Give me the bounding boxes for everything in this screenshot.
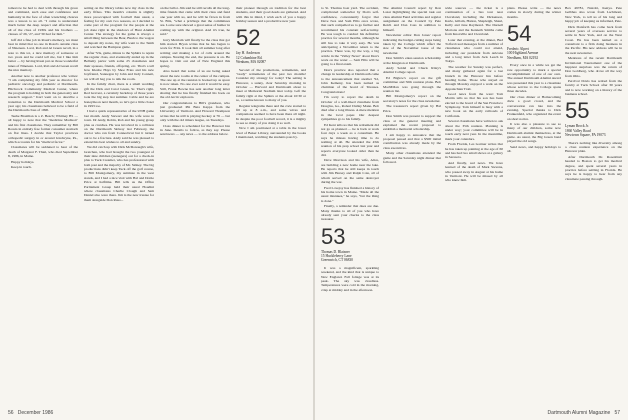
right-column-2 <box>383 6 441 406</box>
paragraph: After 'S3s, game, minus to the Sphinx to rejoin the regular class, and eventually ended up in the Bellamy parlor with some 25 classmates and their spouses, friends, offspring, etc. That's a tell how Klesbe Hays by Shoe Fries and his new boyfriend, Sonnegon by John and Judy Connett, we will all beg you to talk the room. <box>84 50 154 81</box>
paragraph: on the ballot. Jim said he still recalls all the long-time friends that came with their class and fund one year with us, and he will be flown in from St. Bitz, "what a privilege that the committees are. Lorne sure showed a great sense of humor in coming up with the original. And it's true, he said." <box>160 6 230 37</box>
paragraph: Send news, and happy holidays to all. <box>507 145 561 154</box>
address-line: Greenwich, CT 06830 <box>321 258 353 263</box>
paragraph: Several classmates have written to ask about the 35th reunion. Planning is under way; your committee will be in touch early next year. In the meantime, mark your calendars. <box>445 119 503 141</box>
paragraph: And finally, sad news. We have learned of the death of Mark Stevens, who passed away in August at his home in Vermont. He will be missed by all who knew him. <box>445 160 503 183</box>
paragraph: Ed Kent tells us that his retirement did not go as planned — he is back at work four days a week as a consultant. He says he misses having time to do nothing at all. He attended the 45th reunion of his prep school last year and reports everyone looked older than he did. <box>321 122 379 157</box>
address-line: 15 Huckleberry Lane <box>321 254 352 259</box>
class-year-number: 55 <box>565 98 590 124</box>
address-line: 12 Columbine Rd. <box>236 55 263 60</box>
right-column-1 <box>321 6 379 406</box>
class-secretary-address <box>236 51 306 64</box>
paragraph: There's nothing like diversity among a class reunion experience on the Hanover plain. <box>565 140 622 154</box>
paragraph: Don Smith's enter-session scholarship at the Kingston at Dartmouth. <box>383 56 441 65</box>
address-line: Thomas D. Blaisner <box>321 249 350 254</box>
paragraph: Newsletter editor Don Jones' report indicating the budget-cutting steps being taken by the College which affect the size of the November issue of the newsletter. <box>383 33 441 55</box>
address-line: Newtown Square, PA 19073 <box>565 133 606 138</box>
paragraph: The weather for Sunday was perfect, and many gathered again for a last brunch in the Hanover Inn before heading home. Those who stayed on through Monday enjoyed a walk on the Appalachian Trail. <box>445 64 503 91</box>
address-line: Lyman Brock Jr. <box>565 124 589 129</box>
paragraph: Box 49781, Nairobi, Kenya. Pete Gelbhes also wrote from Lachmont, New York, to tell us of his long and happy job of keeping us informed, Pete. <box>565 6 622 24</box>
paragraph: Ed Biglow's report on the gift committee and 50th reunion plans. Bob MacMillan was going through the reunion list. <box>383 75 441 93</box>
page-number: 57 <box>614 410 620 416</box>
address-line: Wenham, MA 02087 <box>236 60 266 65</box>
address-line: 100 Highland Avenue <box>507 51 539 56</box>
left-page <box>0 0 313 420</box>
class-year-number: 53 <box>321 223 346 249</box>
class-year-number: 54 <box>507 21 532 47</box>
class-secretary-address <box>321 250 379 263</box>
paragraph: From Florida, Les Gartner writes that he has taken up painting at the age of 60 and has had two small shows at a gallery in Sarasota. <box>445 142 503 160</box>
left-column-3 <box>160 6 230 406</box>
paragraph: wide sources — the ticket is a continuation of a bus tour near Cleveland, including the Dickenson, Karle, Gillam, Hatton, Shapleigh, Shaul, Kelly and Jane Raymond. The Darnell Mortons and the Kenneth Smiths came from Knoxville and Cleveland. <box>445 6 503 37</box>
paragraph: Many other classmates attended the game and the Saturday night dinner that followed. <box>383 151 441 165</box>
paragraph: Teehe Brazilian is a Z. Beach; Whitney BS — all happy to note that the "medicine Madison" and his first classmates. They remember by Bill Rossia in entirely free format consumer stomach on flat lines. I decide that Taylor practices orthopedic surgery in or around Gladwyne, Pa., which accounts for his "medical factor." <box>8 113 78 144</box>
paragraph: Fred Lovejoy has finished a history of his home town in Maine. "Made all the usual mistakes," he says, "but the thing is done." <box>321 185 379 203</box>
right-column-5 <box>565 6 622 406</box>
paragraph: Regular telegrams there and the crew started to fill up at 8 a.m., and some wives and companions seemed to have been there all night. In despite the poor football record, it is a mighty to see so many of you doing it so well. <box>236 103 306 125</box>
left-column-4 <box>236 6 306 406</box>
paragraph: Our class dinner at Homecoming drew a good crowd, and the conversation ran late into the evening. Special thanks to Dick Frankenfeld, who organized the event on short notice. <box>507 94 561 121</box>
paragraph: It was also a pleasure to see so many of our children, some now Dartmouth alumni themselves, at the game. As usual, the Big Green band played the old songs. <box>507 122 561 144</box>
paragraph: Keep in touch. <box>11 165 32 170</box>
issue-date: December 1986 <box>17 410 54 416</box>
page-footer-left <box>8 410 53 416</box>
paragraph: The treasurer's report given by Hal Price. <box>383 104 441 113</box>
address-line: Needham, MA 02192 <box>507 55 539 60</box>
left-column-1 <box>8 6 78 406</box>
address-line: Jay H. Anderson <box>236 51 260 56</box>
paragraph: We did catch up with Dick McDonough's wife, Gretchen, who had brought the two youngest of their nine children (teenagers) out for a check-in plus to Tuck Creamer, who has professional with both past and the majority of Mr. Sidney. The big productions didn't keep Tuck off the golf course, to Bill Montgomery, my suitmate in the west stands, and I had a nice visit with Hal and Dottie Price at halftime. Bill tells us the Office Parliament Group held their usual Houdini where classmates Charlie Clough and Sam Daniel also were there. Jim is the new trustee for them alongside Don Ruso... <box>84 145 154 202</box>
paragraph: Dave Morrison and his wife, Alice, are building a new home near the lake. He reports that he still keeps in touch with Jim Hersey and Ralph Cole, all of whom served on the same destroyer during the war. <box>321 158 379 185</box>
paragraph: Good news from the west: Tom Martin tells us that his son has been elected to the board of the San Francisco Symphony. Tom himself is busy with a new book on the early railroads of California. <box>445 92 503 118</box>
paragraph: Now I am positioned at a table in the lower level of Baker Library, surrounded by the books I mentioned, watching the students pass by. <box>236 126 306 140</box>
magazine-title: Dartmouth Alumni Magazine <box>547 410 611 416</box>
address-line: Frederic Alpert <box>507 47 529 52</box>
page-footer-right <box>547 410 620 416</box>
paragraph: I'm sorry to report the death in October of a well-liked classmate from Douglas, Ga., Robert Dulley Mann. Bob died after a long illness. A mere mention in the local paper. Our deepest sympathies go to his family. <box>321 95 379 121</box>
paragraph: Later that evening, at the dinner, Bud Tolford read messages from a number of classmates who could not attend, including our president from Arizona and a long letter from Jack Leach in Tokyo. <box>445 37 503 64</box>
paragraph: Bill Montgomery's report on the secretary's notes for the class newsletter. <box>383 94 441 103</box>
paragraph: Also heard that some of us are being asked about the new rooms at the center of the campus. The one up at the reunion is booked up as space is now taken. No one ever said it would be easy. Still, Frank Bowne has sent another long letter sharing that he has finally finished his book on the old Arctic explorers. <box>160 69 230 100</box>
paragraph: Happy holidays. <box>11 159 35 164</box>
class-secretary-address <box>565 124 622 137</box>
left-column-2 <box>84 6 154 406</box>
paragraph: I am happy to announce that the proposal passed and that a $500 initial contribution was already made by the class executives. <box>383 132 441 150</box>
paragraph: Andy Seidel and Chuck Riley's Alumni College report. <box>383 66 441 75</box>
paragraph: It was a magnificent, sparkling weekend, and the kind that is unique to New England. Fall foliage was at its peak. The sky was cloudless. Temperatures were cold in the morning, crisp at midday and in the afternoon. <box>321 265 379 292</box>
address-line: 1860 Valley Road <box>565 128 591 133</box>
paragraph: The Alumni Council report by Ron Lazar highlighting the special task our class Alumni Fund activities and regular assignment on the Council by Pete Reich and Don Cass in addition to himself. <box>383 6 441 32</box>
right-column-3 <box>445 6 503 406</box>
paragraph: Another note to another professor who writes: "I am completing my fifth year as director for pediatric oncology and pediatric at Dartmouth-Hitchcock Community Medical Center, where the program is holding in both the generosity and research support." Karl went on to describe a transition to the Dartmouth Medical School a year ago; his classmates believed to be a field of the Dartmouth class of 1990. <box>8 73 78 113</box>
paragraph: Finally, a reminder that dues are due. Many thanks to all of you who have already sent your checks to the class treasurer. <box>321 204 379 222</box>
paragraph: After Dartmouth Dr. Rosenblatt headed to Boston to get his medical degree, and spent several years in practice before settling in Florida. He says he is happy to hear from any classmate passing through. <box>565 154 622 181</box>
paragraph: Our congratulations to Bill's grandson, who just graduated Phi Beta Kappa from the University of Vermont. And Howard Thompson writes that he still is playing hockey at 76 — but only with the old timers league, on Tuesdays. <box>160 100 230 123</box>
right-page <box>315 0 628 420</box>
paragraph: Class dinner is scheduled for the Hanover Inn in June. Details to follow, as they say. Please send news — any news — to the address below. <box>160 123 230 137</box>
paragraph: tomorrow he had to deal with through his grace and command, such ease and confidence and humanity in the face of often wrenching choices was a lesson to us all. "I came to understand much better the deep respect and affection that all of the class of 1930s and his brothers — classes of '26, '27, and '30 had for him." <box>8 6 78 37</box>
paragraph: Every once in a while we get the rare opportunity to mark a special accomplishment of one of our own. The annual Dartmouth Alumni Award was presented this year to a classmate whose service to the College spans three decades. <box>507 63 561 94</box>
paragraph: In the family chart, there is a small wedding gift the Dick and Carol Green, Sr. That's right. Red Gravest, a certainly backdrop of those years took the big step last summer. Cable and he are honeymoon next month, so let's get a little closer in 1993 too. <box>84 82 154 108</box>
page-number: 56 <box>8 410 14 416</box>
paragraph: Mentions of the recent Dartmouth Invitational Tournament: one of the happiest surprises was the return of Don Goldberg, who drove all the way from Ohio. <box>565 56 622 78</box>
paragraph: to St. Thomas boat yard. The accident, complicated somewhat by Don's self-confidence, conveniently forgot that Dave Ives and Sam Ellis once wrote, that such compelled us to go further and recommend his constant self-scrutiny. He was tough to conduct his definitive practice for several months, although he still has to take it very easy. He was anticipating a November return to the practice. There was, by the way, a big article in the "Valley News" about Don's work on the water — Sam Ellis will be going to a final exam. <box>321 6 379 67</box>
paragraph: Percival Davis has retired from the faculty at Tuck School after 30 years and is now working on a history of the business school. <box>565 79 622 97</box>
paragraph: I had a quick representative of the UNH game last month. Andy Stewart and his wife were in town. Dr Andy, Robin, Rob and his young group plus as crutches. He was involved in a collision on the Dartmouth Skiway last February, the doctor who ran from Connecticut but it turned out to be a fracture. Andy said he was pleased to extend his best wishes to all and sundry. <box>84 109 154 144</box>
right-column-4 <box>507 6 561 406</box>
paragraph: setting on the library tables now my class in the early fifties. This month's column is slightly more preoccupied with football than usual, a feeling for my own two reasons, as I decided to come part of the program for the people at the job done right in the shadows of Hunt Alumni Center. The strategy for the game is always a small thing between the Bear, Bush to the wagon to deposit my notes, my wife went to the Tenth and watched the Hampton game. <box>84 6 154 50</box>
paragraph: their pioneer through on tradition for the best students, and their good deeds are gathered. And with this in mind, I wish each of you a happy holiday season and a productive new year. <box>236 6 306 24</box>
class-year-number: 52 <box>236 25 261 51</box>
paragraph: Jeff did a fine job in Rossi's memory, we must bear in mind that no one in Rossi's outside class of Nineteen. Lord, Rob and Al Green recall, in a note to this tot, a nice memory of someone or two years and he could tell me, but I like him better — by having Rossi put on those wonderful tunes of Nineteen. Lord, Rob and Al Green recall the nice memory. <box>8 37 78 72</box>
paragraph: Classmates will be saddened to hear of the death of Margaret F. Thiel, who died September 8, 1986, in Maine. <box>8 145 78 159</box>
paragraph: Dick Danforth has come back from several years of overseas service to settle in New York, and on the West Coast. He has been named as a consultant to a firm doing business in the Pacific. His new address will be in the next newsletter. <box>565 24 622 55</box>
class-secretary-address <box>507 47 561 60</box>
paragraph: Don Smith was present to support the class at the general meeting and explained the recent proposal to establish a memorial scholarship. <box>383 114 441 132</box>
paragraph: Don's practice also reported that a change in leadership at Dartmouth came to the announcement that another 'S2, John Kemeny, has been named as chairman of the board of Trustees. Congratulations! <box>321 68 379 94</box>
paragraph: plans. Please write — the news comes in slowly during the winter months. <box>507 6 561 19</box>
paragraph: Second of the promotions, retirements, and "ready" retirements of the past two months! Consider my strategy for today! The setting is Hanover, a sunny, clear Saturday morning in October — Harvard and Dartmouth about to meet at Memorial Stadium later today. Left the family right at the Sphinx at the about 10:30 or so, a routine known to many of you. <box>236 67 306 102</box>
paragraph: Jerry Merriam will finally be the class that got him started. Bryan writes that he has begun to work for Fritz. It took him all summer long after retiring and making a lot of calls around the campus. Nearing the end, the pressure is on. He hopes to visit our end of New England this spring. <box>160 37 230 68</box>
